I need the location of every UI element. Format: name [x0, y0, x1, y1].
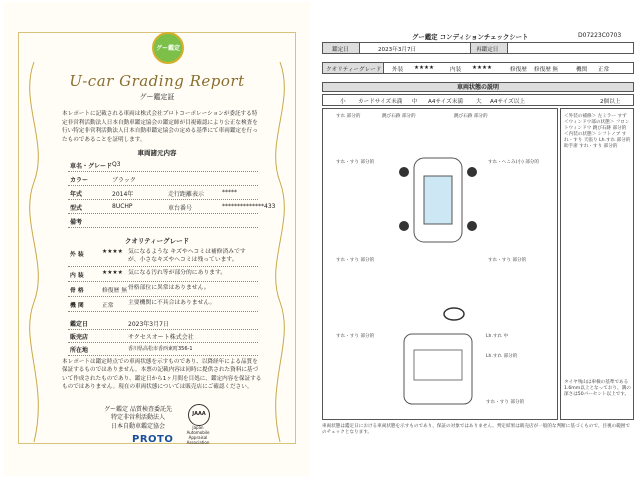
date-label: 鑑定日 — [332, 47, 349, 53]
quality-row: 骨 格 修復歴 無 骨格部位に異常はありません。 — [68, 282, 258, 297]
quality-section-title: クオリティーグレード — [124, 237, 190, 245]
sheet-title: グー鑑定 コンディションチェックシート — [412, 33, 529, 41]
tire-note: タイヤ残山は車検の基準である1.6mm以上となっており、溝の深さは50パーセント以上です。 — [564, 380, 631, 397]
condition-title: 車両状態の説明 — [322, 82, 634, 92]
quality-row: 内 装 ★★★★ 気になる汚れ等が部分的にあります。 — [68, 267, 258, 282]
right-ornament — [260, 62, 300, 442]
info-row: 鑑定日 2023年3月7日 — [68, 316, 258, 330]
report-title: U-car Grading Report — [69, 72, 245, 90]
vehicle-row: 型式 8UCHP 車台番号 **************433 — [68, 200, 258, 214]
vehicle-row: 備考 — [68, 214, 258, 228]
vehicle-row: カラー ブラック — [68, 172, 258, 186]
certificate-intro: 本レポートに記載される車両は株式会社プロトコーポレーションが委託する特定非営利活動法人日本自動車鑑定協会の鑑定師が目視確認により公正な検査を行い特定非営利活動法人日本自動車鑑定協会の定める基準にて車両鑑定を行ったものであることを証明します。 — [62, 111, 258, 143]
right-notes: ＜外装の補修＞ 左ミラー すず ＜ウィンドウ部の状態＞ フロントウィンドウ 跳び石跡 部分的 ＜内装の状態＞ シフトノブ すれ・すり 天張り Lh.すれ 部分的 助手席 すれ・すり 部分的 — [564, 114, 631, 149]
recheck-label: 再鑑定日 — [476, 47, 499, 53]
steering-wheel-icon — [442, 306, 466, 322]
sheet-doc-id: D07223C0703 — [578, 32, 622, 39]
grading-certificate — [4, 2, 310, 476]
vehicle-row: 車名・グレード Q3 — [68, 158, 258, 172]
notes-panel — [560, 108, 634, 420]
seal-text: グー鑑定 — [155, 45, 180, 52]
vehicle-section-title: 車両諸元内容 — [137, 149, 177, 157]
proto-logo: PROTO — [132, 434, 174, 445]
quality-row: 機 関 正常 主要機関に不具合はありません。 — [68, 297, 258, 312]
jaaa-caption: Japan Automobile Appraisal Association — [186, 425, 210, 445]
car-top-view-icon — [390, 150, 486, 250]
car-rear-view-icon — [394, 330, 482, 410]
info-row: 販売店 サクセスオート株式会社 — [68, 329, 258, 343]
sheet-footer: 車両状態は鑑定日における車両状態を示すものであり、保証の対象ではありません。判定結果は販売店が一般的な判断に基づくもので、目視の範囲でのチェックとなります。 — [322, 424, 630, 435]
vehicle-row: 年式 2014年 走行距離表示 ***** — [68, 186, 258, 200]
quality-row: 外 装 ★★★★ 気になるような キズやヘコミは補修済みですが、小さなキズやヘコミは残っています。 — [68, 246, 258, 267]
left-ornament — [14, 62, 54, 442]
info-row: 所在地 香川県高松市香西東町356-1 — [68, 342, 258, 356]
institution-block: グー鑑定 品質検査委託先 特定非営利活動法人 日本自動車鑑定協会 — [104, 406, 172, 430]
certificate-footer-note: 本レポートは鑑定時点での車両状態を示すものであり、以降経年による品質を保証するものではありません。本票の記載内容は同時に提供された資料に基づいて作成されたものであり、鑑定日から1ヶ月間を目処に、鑑定内容を保証するものではありません。現在の車両状態については販売店にご確認ください。 — [62, 359, 262, 391]
appraisal-date: 2023年3月7日 — [378, 47, 417, 53]
certificate-subtitle: グー鑑定証 — [139, 93, 175, 101]
jaaa-logo-icon: JAAA — [188, 404, 210, 426]
goo-kantei-seal-icon — [152, 32, 184, 64]
